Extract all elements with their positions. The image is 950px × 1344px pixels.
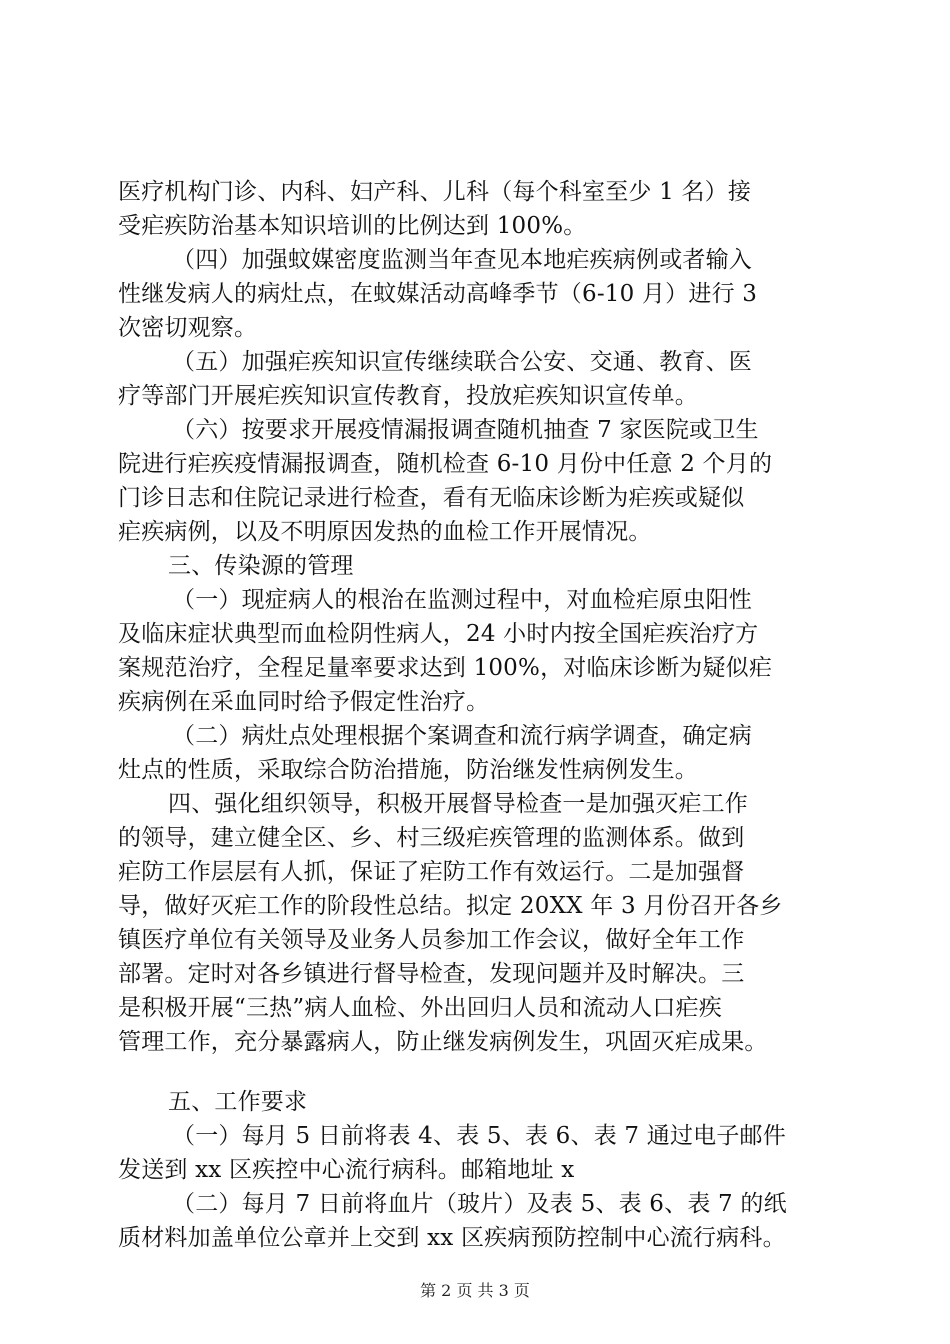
paragraph-line: （四）加强蚊媒密度监测当年查见本地疟疾病例或者输入 xyxy=(172,247,752,273)
page-number-footer: 第 2 页 共 3 页 xyxy=(420,1281,530,1300)
paragraph-line: 性继发病人的病灶点，在蚊媒活动高峰季节（6-10 月）进行 3 xyxy=(118,281,758,307)
paragraph-line: 疾病例在采血同时给予假定性治疗。 xyxy=(118,689,490,715)
paragraph-line: 医疗机构门诊、内科、妇产科、儿科（每个科室至少 1 名）接 xyxy=(118,179,752,205)
section-heading: 五、工作要求 xyxy=(168,1089,308,1115)
paragraph-line: 质材料加盖单位公章并上交到 xx 区疾病预防控制中心流行病科。 xyxy=(118,1225,786,1251)
paragraph-line: （一）现症病人的根治在监测过程中，对血检疟原虫阳性 xyxy=(172,587,752,613)
paragraph-line: 导，做好灭疟工作的阶段性总结。拟定 20XX 年 3 月份召开各乡 xyxy=(118,893,783,919)
paragraph-line: 灶点的性质，采取综合防治措施，防治继发性病例发生。 xyxy=(118,757,698,783)
paragraph-line: 部署。定时对各乡镇进行督导检查，发现问题并及时解决。三 xyxy=(118,961,745,987)
paragraph-line: （二）病灶点处理根据个案调查和流行病学调查，确定病 xyxy=(172,723,752,749)
paragraph-line: 次密切观察。 xyxy=(118,315,258,341)
section-heading: 四、强化组织领导，积极开展督导检查一是加强灭疟工作 xyxy=(168,791,748,817)
paragraph-line: 发送到 xx 区疾控中心流行病科。邮箱地址 x xyxy=(118,1157,575,1183)
paragraph-line: 案规范治疗，全程足量率要求达到 100%，对临床诊断为疑似疟 xyxy=(118,655,773,681)
paragraph-line: 疟疾病例，以及不明原因发热的血检工作开展情况。 xyxy=(118,519,652,545)
paragraph-line: 疟防工作层层有人抓，保证了疟防工作有效运行。二是加强督 xyxy=(118,859,745,885)
paragraph-line: （六）按要求开展疫情漏报调查随机抽查 7 家医院或卫生 xyxy=(172,417,759,443)
paragraph-line: （五）加强疟疾知识宣传继续联合公安、交通、教育、医 xyxy=(172,349,752,375)
paragraph-line: 院进行疟疾疫情漏报调查，随机检查 6-10 月份中任意 2 个月的 xyxy=(118,451,773,477)
paragraph-line: 疗等部门开展疟疾知识宣传教育，投放疟疾知识宣传单。 xyxy=(118,383,698,409)
paragraph-line: （一）每月 5 日前将表 4、表 5、表 6、表 7 通过电子邮件 xyxy=(172,1123,786,1149)
paragraph-line: 管理工作，充分暴露病人，防止继发病例发生，巩固灭疟成果。 xyxy=(118,1029,768,1055)
paragraph-line: 是积极开展“三热”病人血检、外出回归人员和流动人口疟疾 xyxy=(118,995,722,1021)
paragraph-line: 门诊日志和住院记录进行检查，看有无临床诊断为疟疾或疑似 xyxy=(118,485,745,511)
paragraph-line: （二）每月 7 日前将血片（玻片）及表 5、表 6、表 7 的纸 xyxy=(172,1191,787,1217)
paragraph-line: 受疟疾防治基本知识培训的比例达到 100%。 xyxy=(118,213,587,239)
section-heading: 三、传染源的管理 xyxy=(168,553,354,579)
paragraph-line: 及临床症状典型而血检阴性病人，24 小时内按全国疟疾治疗方 xyxy=(118,621,759,647)
paragraph-line: 镇医疗单位有关领导及业务人员参加工作会议，做好全年工作 xyxy=(118,927,745,953)
paragraph-line: 的领导，建立健全区、乡、村三级疟疾管理的监测体系。做到 xyxy=(118,825,745,851)
